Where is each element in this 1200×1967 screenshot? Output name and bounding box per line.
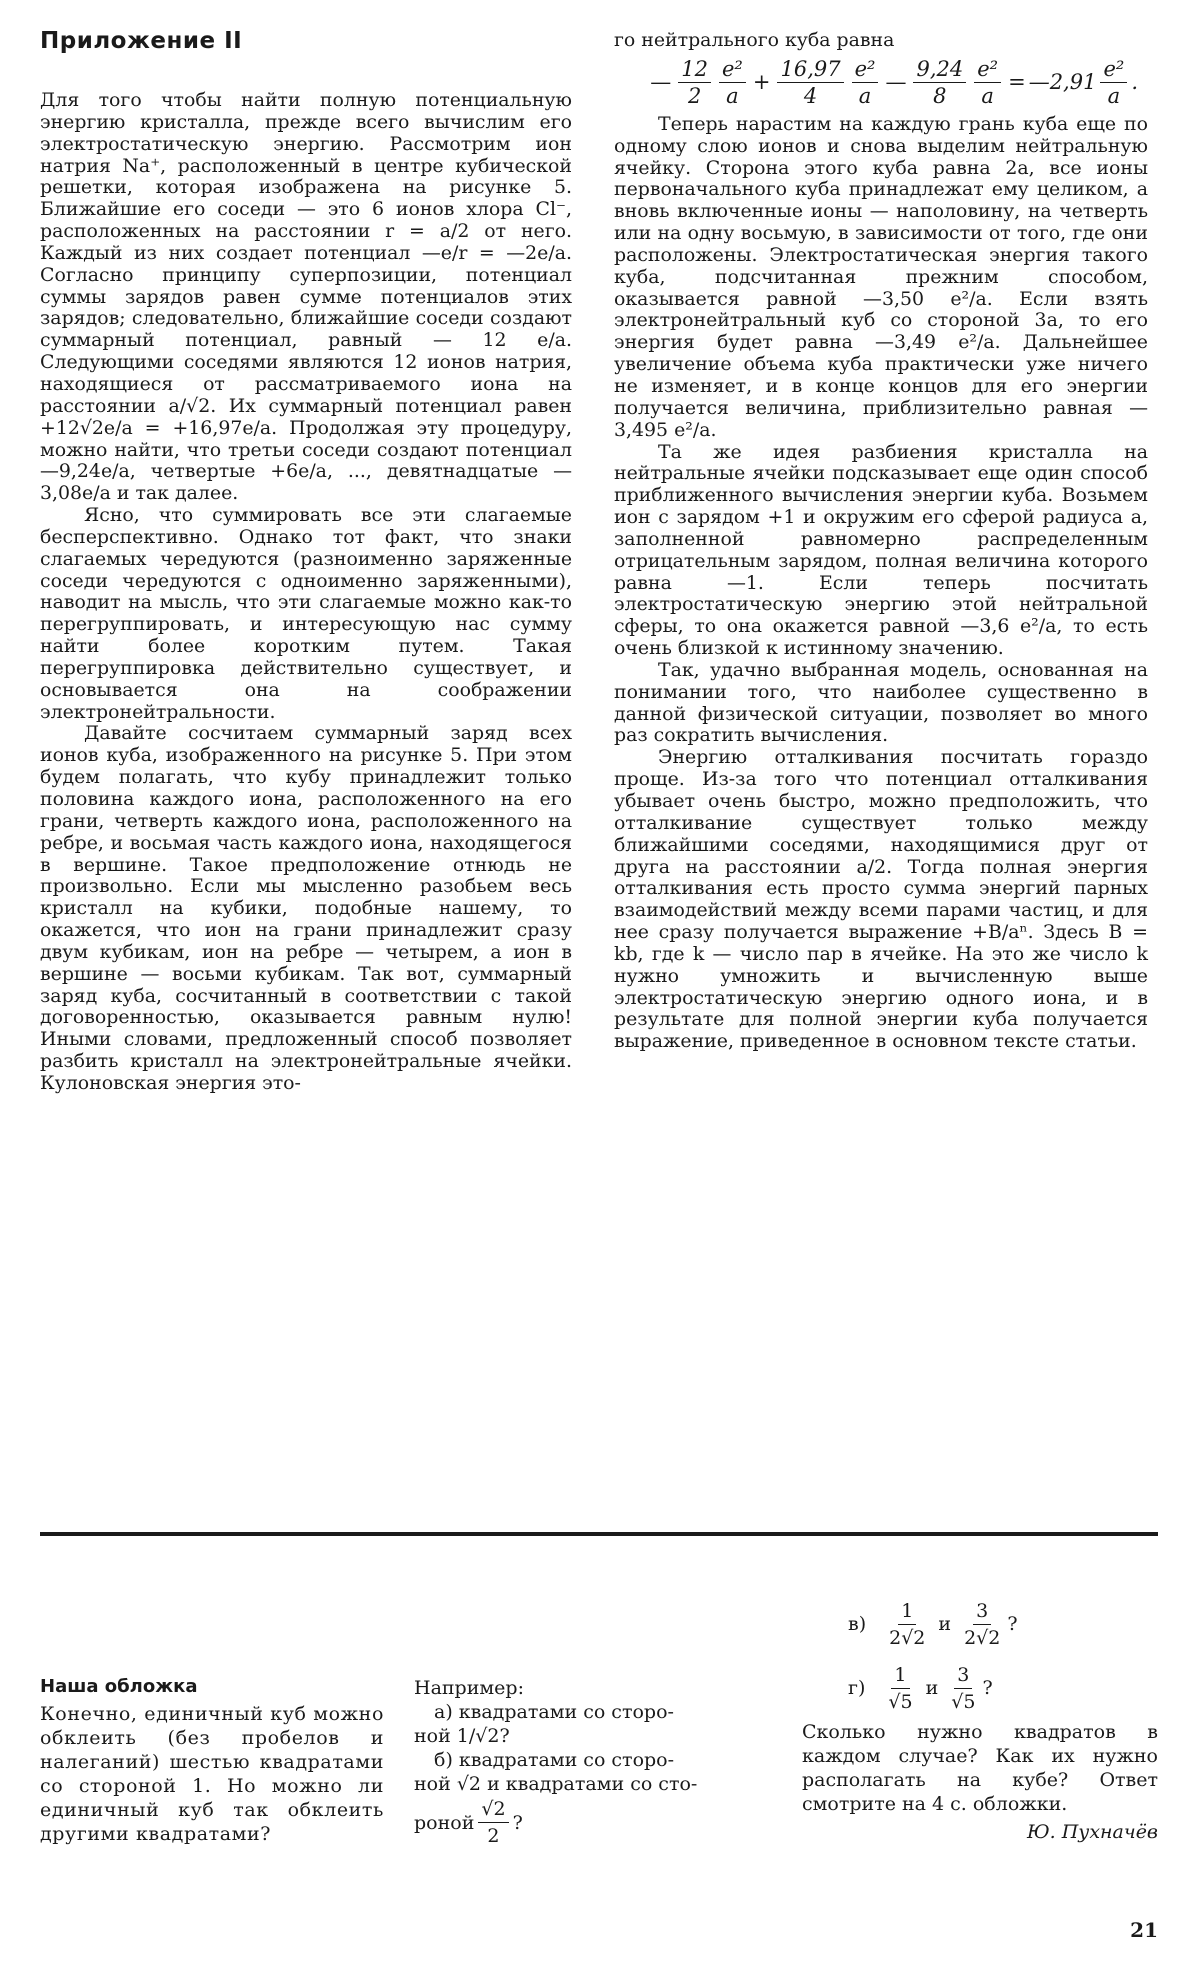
eq-equals: = [1008, 69, 1026, 94]
question-fraction: $\frac{3}{√5}$ [951, 1663, 976, 1713]
eq-minus: — [885, 69, 907, 94]
paragraph: Та же идея разбиения кристалла на нейтральные ячейки подсказывает еще один способ приближенного вычисления энергии куба. Возьмем ион с зарядом +1 и окружим его сферой радиуса a, заполненной равномерно распределенным отрицательным зарядом, полная величина которого равна —1. Если теперь посчитать электростатическую энергию этой нейтральной сферы, то она окажется равной —3,6 e²/a, то есть очень близкой к истинному значению. [614, 440, 1148, 660]
page-number: 21 [1130, 1918, 1158, 1942]
eq-fraction: $\frac{9,24}{8}$ [913, 56, 966, 109]
eq-fraction: $\frac{\text{e²}}{a}$ [974, 56, 1001, 109]
cover-heading: Наша обложка [40, 1676, 198, 1697]
example-intro: Например: [414, 1677, 524, 1699]
eq-plus: + [752, 69, 771, 94]
energy-equation: — $\frac{12}{2}$ $\frac{\text{e²}}{a}$ + $\frac{16,97}{4}$ $\frac{\text{e²}}{a}$ — $\frac{9,24}{8}$ $\frac{\text{e²}}{a}$ = —2,91 $\frac{\text{e²}}{a}$ . [650, 57, 1138, 109]
paragraph: Ясно, что суммировать все эти слагаемые бесперспективно. Однако тот факт, что знаки слагаемых чередуются (разноименно заряженные соседи чередуются с одноименно заряженными), наводит на мысль, что эти слагаемые можно как-то перегруппировать, и интересующую нас сумму найти более коротким путем. Такая перегруппировка действительно существует, и основывается она на соображении электронейтральности. [40, 504, 572, 723]
paragraph: Для того чтобы найти полную потенциальную энергию кристалла, прежде всего вычислим его электростатическую энергию. Рассмотрим ион натрия Na⁺, расположенный в центре кубической решетки, которая изображена на рисунке 5. Ближайшие его соседи — это 6 ионов хлора Cl⁻, расположенных на расстоянии r = a/2 от него. Каждый из них создает потенциал —e/r = —2e/a. Согласно принципу суперпозиции, потенциал суммы зарядов равен сумме потенциалов этих зарядов; следовательно, ближайшие соседи создают суммарный потенциал, равный — 12 e/a. Следующими соседями являются 12 ионов натрия, находящиеся от рассматриваемого иона на расстоянии a/√2. Их суммарный потенциал равен +12√2e/a = +16,97e/a. Продолжая эту процедуру, можно найти, что третьи соседи создают потенциал —9,24e/a, четвертые +6e/a, ..., девятнадцатые —3,08e/a и так далее. [40, 89, 572, 505]
paragraph: Так, удачно выбранная модель, основанная на понимании того, что наиболее существенно в данной физической ситуации, позволяет во много раз сократить вычисления. [614, 658, 1148, 747]
example-b-line: б) квадратами со сторо- [434, 1749, 675, 1771]
paragraph: Энергию отталкивания посчитать гораздо проще. Из-за того что потенциал отталкивания убывает очень быстро, можно предположить, что отталкивание существует только между ближайшими соседями, находящимися друг от друга на расстоянии a/2. Тогда полная энергия отталкивания есть просто сумма энергий парных взаимодействий между всеми парами частиц, и для нее сразу получается выражение +B/aⁿ. Здесь B = kb, где k — число пар в ячейке. На это же число k нужно умножить и вычисленную выше электростатическую энергию одного иона, и в результате для полной энергии куба получается выражение, приведенное в основном тексте статьи. [614, 746, 1148, 1053]
left-column [40, 90, 572, 1095]
question-fraction: $\frac{1}{2√2}$ [889, 1599, 926, 1649]
eq-fraction: $\frac{\text{e²}}{a}$ [852, 56, 879, 109]
section-heading: Приложение II [40, 28, 243, 54]
paragraph-continuation: го нейтрального куба равна [614, 29, 895, 51]
eq-fraction: $\frac{16,97}{4}$ [777, 56, 843, 109]
question-fraction: $\frac{1}{√5}$ [888, 1663, 913, 1713]
cover-examples [414, 1676, 784, 1849]
eq-fraction: $\frac{12}{2}$ [678, 56, 711, 109]
eq-fraction: $\frac{\text{e²}}{a}$ [719, 56, 746, 109]
example-b-line: роной $\frac{√2}{2}$ ? [414, 1798, 523, 1847]
cover-questions [802, 1592, 1158, 1844]
right-column [614, 30, 1148, 1053]
example-b-line: ной √2 и квадратами со сто- [414, 1773, 698, 1795]
paragraph: Давайте сосчитаем суммарный заряд всех ионов куба, изображенного на рисунке 5. При этом будем полагать, что кубу принадлежит только половина каждого иона, расположенного на его грани, четверть каждого иона, расположенного на ребре, и восьмая часть каждого иона, находящегося в вершине. Такое предположение отнюдь не произвольно. Если мы мысленно разобьем весь кристалл на кубики, подобные нашему, то окажется, что ион на грани принадлежит сразу двум кубикам, ион на ребре — четырем, а ион в вершине — восьми кубикам. Так вот, суммарный заряд куба, сосчитанный в соответствии с такой договоренностью, оказывается равным нулю! Иными словами, предложенный способ позволяет разбить кристалл на электронейтральные ячейки. Кулоновская энергия это- [40, 722, 572, 1094]
section-divider [40, 1532, 1158, 1536]
question-g: г) $\frac{1}{√5}$ и $\frac{3}{√5}$ ? [848, 1663, 993, 1713]
question-fraction: $\frac{3}{2√2}$ [964, 1599, 1001, 1649]
paragraph: Теперь нарастим на каждую грань куба еще по одному слою ионов и снова выделим нейтральную ячейку. Сторона этого куба равна 2a, все ионы первоначального куба принадлежат ему целиком, а вновь включенные ионы — наполовину, на четверть или на одну восьмую, в зависимости от того, где они расположены. Электростатическая энергия такого куба, подсчитанная прежним способом, оказывается равной —3,50 e²/a. Если взять электронейтральный куб со стороной 3a, то его энергия будет равна —3,49 e²/a. Дальнейшее увеличение объема куба практически уже ничего не изменяет, и в конце концов для его энергии получается величина, приблизительно равная —3,495 e²/a. [614, 112, 1148, 441]
author-signature: Ю. Пухначёв [1026, 1821, 1158, 1843]
eq-result: —2,91 [1028, 69, 1097, 94]
eq-fraction: $\frac{\text{e²}}{a}$ [1100, 56, 1127, 109]
question-v: в) $\frac{1}{2√2}$ и $\frac{3}{2√2}$ ? [848, 1599, 1018, 1649]
example-fraction: $\frac{√2}{2}$ [478, 1796, 508, 1849]
cover-text: Конечно, единичный куб можно обклеить (без пробелов и налеганий) шестью квадратами со стороной 1. Но можно ли единичный куб так обклеить другими квадратами? [40, 1703, 384, 1845]
eq-minus: — [650, 69, 672, 94]
closing-text: Сколько нужно квадратов в каждом случае? Как их нужно располагать на кубе? Ответ смотрите на 4 с. обложки. [802, 1721, 1158, 1815]
example-a-line: а) квадратами со сторо- [434, 1701, 674, 1723]
example-a-line: ной 1/√2? [414, 1725, 510, 1747]
